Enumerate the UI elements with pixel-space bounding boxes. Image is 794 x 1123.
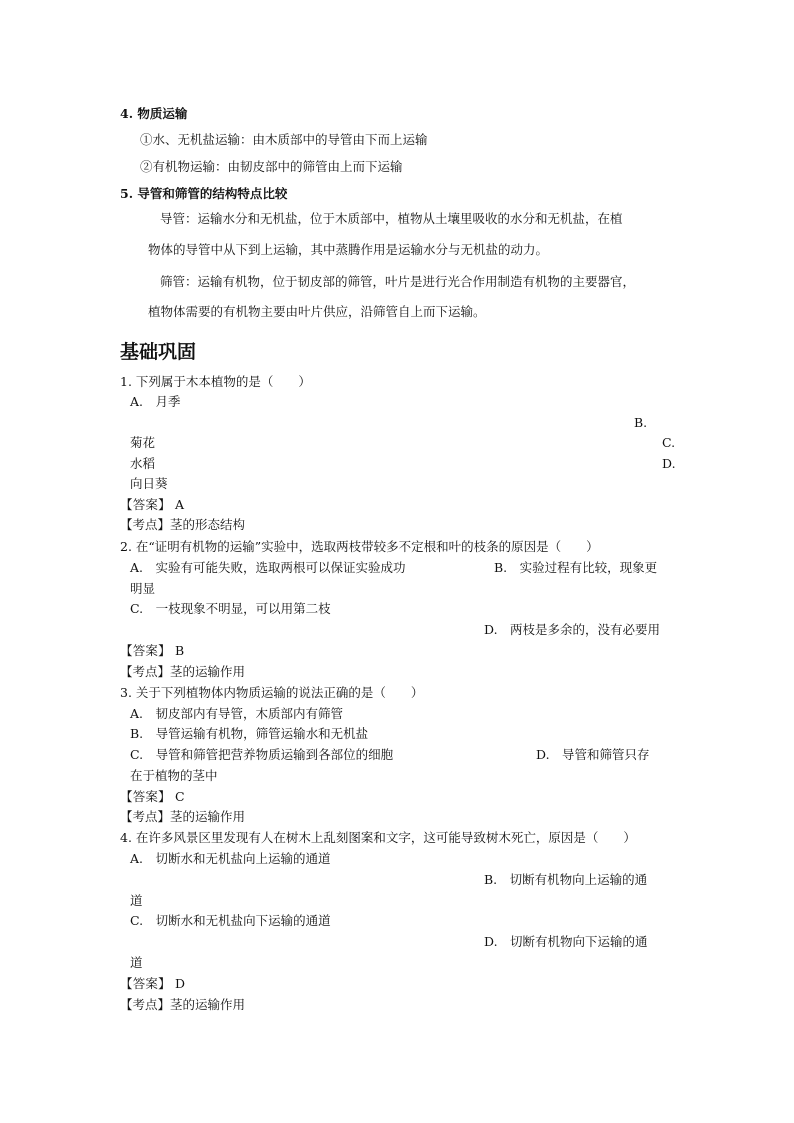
q3-option-d-continued: 在于植物的茎中	[130, 768, 218, 783]
q1-option-b-text: 菊花	[130, 435, 156, 450]
q1-option-c-text: 水稻	[130, 456, 156, 471]
q2-option-b-continued: 明显	[130, 581, 156, 596]
q4-knowledge-point: 【考点】茎的运输作用	[120, 997, 246, 1012]
section-4-title: 4. 物质运输	[120, 106, 188, 121]
q4-option-b: B. 切断有机物向上运输的通	[484, 872, 648, 887]
q4-option-d-continued: 道	[130, 955, 143, 970]
q1-option-b-letter: B.	[634, 415, 648, 430]
xylem-paragraph-line-2: 物体的导管中从下到上运输，其中蒸腾作用是运输水分与无机盐的动力。	[148, 242, 549, 257]
q3-option-a: A. 韧皮部内有导管，木质部内有筛管	[130, 706, 344, 721]
q3-option-d: D. 导管和筛管只存	[536, 747, 650, 762]
q1-option-d-letter: D.	[662, 456, 676, 471]
q1-answer: 【答案】 A	[120, 497, 185, 512]
q2-knowledge-point: 【考点】茎的运输作用	[120, 664, 246, 679]
q1-option-c-letter: C.	[662, 435, 676, 450]
q1-option-d-text: 向日葵	[130, 476, 168, 491]
q2-option-d: D. 两枝是多余的，没有必要用	[484, 622, 661, 637]
q2-option-c: C. 一枝现象不明显，可以用第二枝	[130, 601, 331, 616]
phloem-paragraph-line-1: 筛管：运输有机物，位于韧皮部的筛管，叶片是进行光合作用制造有机物的主要器官，	[160, 274, 636, 289]
phloem-paragraph-line-2: 植物体需要的有机物主要由叶片供应，沿筛管自上而下运输。	[148, 304, 486, 319]
q4-option-b-continued: 道	[130, 893, 143, 908]
xylem-paragraph-line-1: 导管：运输水分和无机盐，位于木质部中，植物从土壤里吸收的水分和无机盐，在植	[160, 211, 623, 226]
q4-answer: 【答案】 D	[120, 976, 186, 991]
section-heading: 基础巩固	[120, 341, 197, 363]
q1-knowledge-point: 【考点】茎的形态结构	[120, 517, 246, 532]
q2-option-a: A. 实验有可能失败，选取两根可以保证实验成功	[130, 560, 406, 575]
q4-option-d: D. 切断有机物向下运输的通	[484, 934, 648, 949]
q3-answer: 【答案】 C	[120, 789, 185, 804]
section-4-item-1: ①水、无机盐运输：由木质部中的导管由下而上运输	[140, 132, 428, 147]
q4-option-a: A. 切断水和无机盐向上运输的通道	[130, 851, 331, 866]
q3-knowledge-point: 【考点】茎的运输作用	[120, 809, 246, 824]
q2-option-b: B. 实验过程有比较，现象更	[494, 560, 658, 575]
q3-stem: 3. 关于下列植物体内物质运输的说法正确的是（ ）	[120, 685, 424, 700]
section-5-title: 5. 导管和筛管的结构特点比较	[120, 186, 288, 201]
q1-option-a: A. 月季	[130, 394, 181, 409]
q3-option-b: B. 导管运输有机物，筛管运输水和无机盐	[130, 726, 369, 741]
q1-stem: 1. 下列属于木本植物的是（ ）	[120, 374, 311, 389]
q4-option-c: C. 切断水和无机盐向下运输的通道	[130, 913, 331, 928]
q4-stem: 4. 在许多风景区里发现有人在树木上乱刻图案和文字，这可能导致树木死亡，原因是（ ）	[120, 830, 636, 845]
section-4-item-2: ②有机物运输：由韧皮部中的筛管由上而下运输	[140, 159, 403, 174]
q2-stem: 2. 在“证明有机物的运输”实验中，选取两枝带较多不定根和叶的枝条的原因是（ ）	[120, 539, 599, 554]
q2-answer: 【答案】 B	[120, 643, 185, 658]
q3-option-c: C. 导管和筛管把营养物质运输到各部位的细胞	[130, 747, 394, 762]
